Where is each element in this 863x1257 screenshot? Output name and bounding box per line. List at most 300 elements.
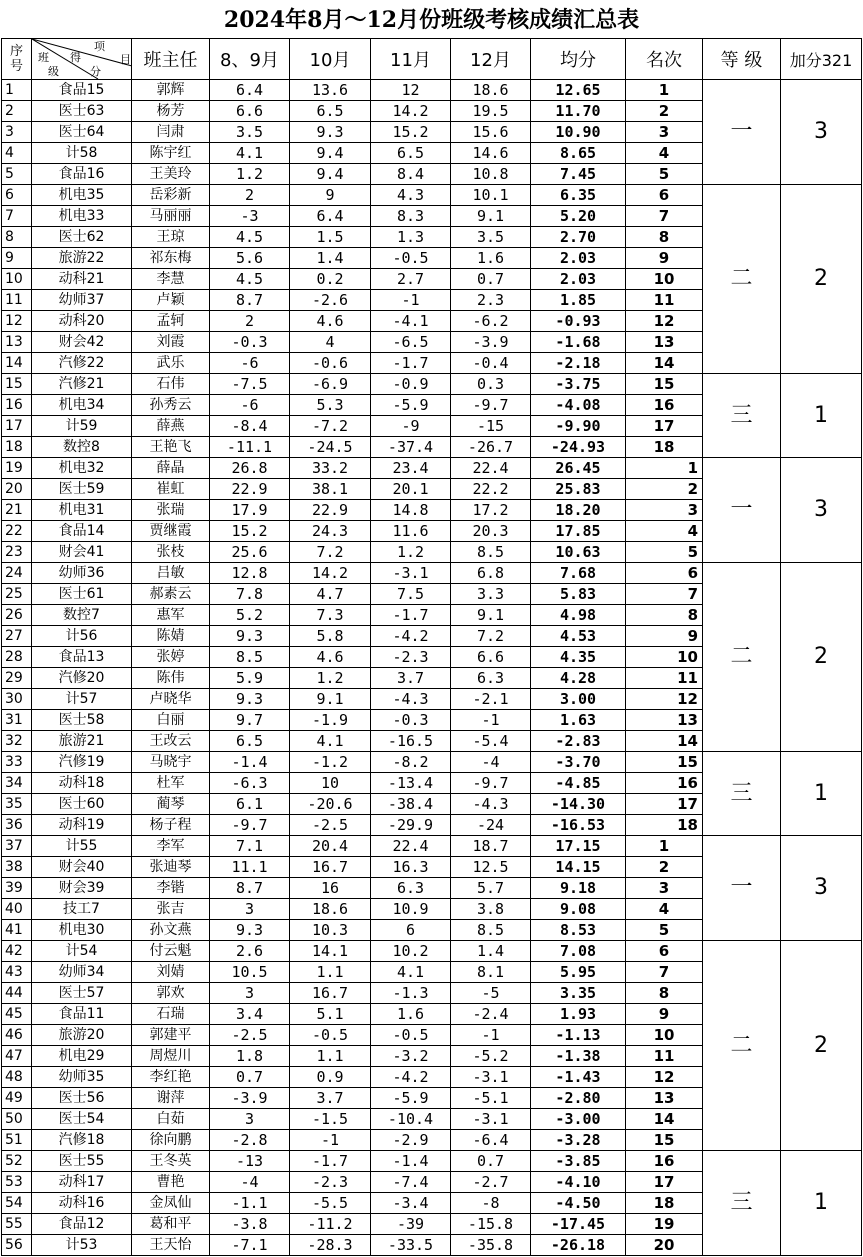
row-average: 4.35 xyxy=(531,647,626,668)
row-score-m12: 19.5 xyxy=(451,101,531,122)
row-rank: 4 xyxy=(626,899,703,920)
row-score-m11: 3.7 xyxy=(371,668,451,689)
row-average: -1.13 xyxy=(531,1025,626,1046)
row-rank: 16 xyxy=(626,773,703,794)
row-seq: 6 xyxy=(2,185,32,206)
row-score-m89: 6.4 xyxy=(210,80,290,101)
row-rank: 2 xyxy=(626,479,703,500)
row-class: 机电29 xyxy=(32,1046,132,1067)
row-average: 4.28 xyxy=(531,668,626,689)
group-grade: 一 xyxy=(703,80,781,185)
row-seq: 20 xyxy=(2,479,32,500)
row-score-m10: -6.9 xyxy=(290,374,371,395)
row-class: 动科16 xyxy=(32,1193,132,1214)
row-average: -1.38 xyxy=(531,1046,626,1067)
row-seq: 46 xyxy=(2,1025,32,1046)
row-rank: 19 xyxy=(626,1214,703,1235)
row-average: 10.63 xyxy=(531,542,626,563)
row-teacher: 卢晓华 xyxy=(132,689,210,710)
row-score-m10: -11.2 xyxy=(290,1214,371,1235)
row-score-m89: 3.4 xyxy=(210,1004,290,1025)
row-score-m10: 9.4 xyxy=(290,164,371,185)
row-average: -2.80 xyxy=(531,1088,626,1109)
row-score-m12: 3.5 xyxy=(451,227,531,248)
row-class: 机电35 xyxy=(32,185,132,206)
row-score-m12: 3.8 xyxy=(451,899,531,920)
row-average: 8.65 xyxy=(531,143,626,164)
row-score-m10: -2.3 xyxy=(290,1172,371,1193)
row-seq: 11 xyxy=(2,290,32,311)
row-rank: 12 xyxy=(626,1067,703,1088)
row-average: 11.70 xyxy=(531,101,626,122)
row-class: 汽修19 xyxy=(32,752,132,773)
row-average: 3.35 xyxy=(531,983,626,1004)
row-score-m10: 16.7 xyxy=(290,857,371,878)
row-score-m11: -16.5 xyxy=(371,731,451,752)
row-score-m11: -0.3 xyxy=(371,710,451,731)
row-score-m11: -8.2 xyxy=(371,752,451,773)
row-score-m10: 3.7 xyxy=(290,1088,371,1109)
row-score-m12: 10.1 xyxy=(451,185,531,206)
row-score-m11: -1.3 xyxy=(371,983,451,1004)
row-rank: 16 xyxy=(626,395,703,416)
row-score-m89: -3.9 xyxy=(210,1088,290,1109)
row-average: -9.90 xyxy=(531,416,626,437)
row-score-m11: -37.4 xyxy=(371,437,451,458)
row-rank: 17 xyxy=(626,1172,703,1193)
row-score-m12: -8 xyxy=(451,1193,531,1214)
row-score-m89: 12.8 xyxy=(210,563,290,584)
row-score-m89: -7.5 xyxy=(210,374,290,395)
row-class: 计58 xyxy=(32,143,132,164)
row-average: 25.83 xyxy=(531,479,626,500)
row-score-m11: -33.5 xyxy=(371,1235,451,1256)
row-score-m11: -0.5 xyxy=(371,1025,451,1046)
row-score-m10: -1.7 xyxy=(290,1151,371,1172)
row-score-m89: -3.8 xyxy=(210,1214,290,1235)
row-score-m11: -0.5 xyxy=(371,248,451,269)
row-score-m10: 5.1 xyxy=(290,1004,371,1025)
row-teacher: 蔺琴 xyxy=(132,794,210,815)
table-row xyxy=(2,563,862,584)
row-teacher: 陈宇红 xyxy=(132,143,210,164)
row-score-m11: -7.4 xyxy=(371,1172,451,1193)
row-class: 食品16 xyxy=(32,164,132,185)
row-teacher: 王冬英 xyxy=(132,1151,210,1172)
group-bonus: 1 xyxy=(781,752,862,836)
row-teacher: 王艳飞 xyxy=(132,437,210,458)
row-score-m10: 4 xyxy=(290,332,371,353)
row-class: 幼师37 xyxy=(32,290,132,311)
row-score-m10: 5.8 xyxy=(290,626,371,647)
row-rank: 13 xyxy=(626,1088,703,1109)
row-score-m10: 24.3 xyxy=(290,521,371,542)
row-class: 医士54 xyxy=(32,1109,132,1130)
row-average: 5.95 xyxy=(531,962,626,983)
row-score-m10: -1.9 xyxy=(290,710,371,731)
row-class: 机电31 xyxy=(32,500,132,521)
row-score-m89: 9.3 xyxy=(210,920,290,941)
row-score-m12: -5.1 xyxy=(451,1088,531,1109)
row-score-m10: 0.9 xyxy=(290,1067,371,1088)
row-score-m12: -5 xyxy=(451,983,531,1004)
row-average: 1.63 xyxy=(531,710,626,731)
row-score-m10: 1.2 xyxy=(290,668,371,689)
row-rank: 4 xyxy=(626,143,703,164)
row-average: 9.18 xyxy=(531,878,626,899)
row-score-m12: -5.2 xyxy=(451,1046,531,1067)
row-rank: 1 xyxy=(626,458,703,479)
row-seq: 4 xyxy=(2,143,32,164)
row-seq: 18 xyxy=(2,437,32,458)
row-teacher: 周煜川 xyxy=(132,1046,210,1067)
row-score-m11: -3.4 xyxy=(371,1193,451,1214)
row-seq: 42 xyxy=(2,941,32,962)
row-class: 计53 xyxy=(32,1235,132,1256)
row-class: 财会40 xyxy=(32,857,132,878)
row-teacher: 张瑞 xyxy=(132,500,210,521)
row-average: -16.53 xyxy=(531,815,626,836)
row-score-m11: -1.4 xyxy=(371,1151,451,1172)
row-seq: 16 xyxy=(2,395,32,416)
row-average: 5.20 xyxy=(531,206,626,227)
row-seq: 53 xyxy=(2,1172,32,1193)
row-teacher: 马丽丽 xyxy=(132,206,210,227)
row-score-m11: 6 xyxy=(371,920,451,941)
row-class: 动科19 xyxy=(32,815,132,836)
row-seq: 12 xyxy=(2,311,32,332)
row-score-m11: -3.1 xyxy=(371,563,451,584)
group-grade: 二 xyxy=(703,185,781,374)
row-class: 动科21 xyxy=(32,269,132,290)
row-teacher: 郝素云 xyxy=(132,584,210,605)
row-seq: 44 xyxy=(2,983,32,1004)
header-bonus: 加分321 xyxy=(781,39,862,80)
row-rank: 11 xyxy=(626,290,703,311)
row-seq: 2 xyxy=(2,101,32,122)
row-teacher: 张吉 xyxy=(132,899,210,920)
row-class: 医士56 xyxy=(32,1088,132,1109)
row-class: 技工7 xyxy=(32,899,132,920)
row-score-m11: 20.1 xyxy=(371,479,451,500)
row-score-m89: 2 xyxy=(210,311,290,332)
row-class: 机电33 xyxy=(32,206,132,227)
row-teacher: 石瑞 xyxy=(132,1004,210,1025)
row-class: 数控7 xyxy=(32,605,132,626)
row-score-m12: 9.1 xyxy=(451,206,531,227)
row-score-m11: 8.3 xyxy=(371,206,451,227)
row-score-m11: -38.4 xyxy=(371,794,451,815)
row-score-m89: 10.5 xyxy=(210,962,290,983)
row-average: 7.68 xyxy=(531,563,626,584)
row-score-m10: 4.6 xyxy=(290,647,371,668)
row-class: 汽修21 xyxy=(32,374,132,395)
row-score-m89: 1.8 xyxy=(210,1046,290,1067)
diag-label-ji: 级 xyxy=(48,65,59,78)
row-teacher: 惠军 xyxy=(132,605,210,626)
row-score-m11: 2.7 xyxy=(371,269,451,290)
row-score-m12: 6.3 xyxy=(451,668,531,689)
row-teacher: 王美玲 xyxy=(132,164,210,185)
row-score-m12: 8.5 xyxy=(451,920,531,941)
row-score-m12: -2.4 xyxy=(451,1004,531,1025)
row-score-m10: -5.5 xyxy=(290,1193,371,1214)
row-average: 7.45 xyxy=(531,164,626,185)
row-seq: 50 xyxy=(2,1109,32,1130)
row-score-m12: -9.7 xyxy=(451,773,531,794)
row-average: -1.43 xyxy=(531,1067,626,1088)
row-class: 动科18 xyxy=(32,773,132,794)
row-score-m10: -2.5 xyxy=(290,815,371,836)
row-score-m12: 5.7 xyxy=(451,878,531,899)
row-seq: 7 xyxy=(2,206,32,227)
row-score-m89: 4.5 xyxy=(210,227,290,248)
row-score-m89: 4.1 xyxy=(210,143,290,164)
row-score-m11: -6.5 xyxy=(371,332,451,353)
row-seq: 17 xyxy=(2,416,32,437)
row-class: 医士64 xyxy=(32,122,132,143)
row-class: 旅游22 xyxy=(32,248,132,269)
row-seq: 56 xyxy=(2,1235,32,1256)
row-rank: 5 xyxy=(626,920,703,941)
row-score-m89: 9.3 xyxy=(210,689,290,710)
row-teacher: 薛燕 xyxy=(132,416,210,437)
row-teacher: 马晓宇 xyxy=(132,752,210,773)
header-diagonal xyxy=(32,39,132,80)
row-score-m12: -4 xyxy=(451,752,531,773)
row-seq: 52 xyxy=(2,1151,32,1172)
row-average: 1.93 xyxy=(531,1004,626,1025)
row-average: -3.70 xyxy=(531,752,626,773)
row-rank: 7 xyxy=(626,584,703,605)
row-score-m10: 20.4 xyxy=(290,836,371,857)
header-m89: 8、9月 xyxy=(210,39,290,80)
row-seq: 49 xyxy=(2,1088,32,1109)
group-grade: 三 xyxy=(703,752,781,836)
row-score-m10: 1.1 xyxy=(290,962,371,983)
row-class: 汽修20 xyxy=(32,668,132,689)
row-score-m10: 33.2 xyxy=(290,458,371,479)
row-score-m11: 8.4 xyxy=(371,164,451,185)
row-score-m12: 3.3 xyxy=(451,584,531,605)
row-class: 计54 xyxy=(32,941,132,962)
row-seq: 39 xyxy=(2,878,32,899)
row-average: 18.20 xyxy=(531,500,626,521)
row-teacher: 吕敏 xyxy=(132,563,210,584)
row-score-m10: 9.4 xyxy=(290,143,371,164)
row-score-m89: -2.5 xyxy=(210,1025,290,1046)
row-score-m12: -24 xyxy=(451,815,531,836)
row-seq: 55 xyxy=(2,1214,32,1235)
row-seq: 34 xyxy=(2,773,32,794)
table-row xyxy=(2,80,862,101)
row-class: 机电32 xyxy=(32,458,132,479)
row-score-m12: 18.7 xyxy=(451,836,531,857)
row-average: -3.28 xyxy=(531,1130,626,1151)
row-teacher: 武乐 xyxy=(132,353,210,374)
row-class: 旅游21 xyxy=(32,731,132,752)
row-seq: 10 xyxy=(2,269,32,290)
row-score-m10: -1.5 xyxy=(290,1109,371,1130)
row-score-m11: 23.4 xyxy=(371,458,451,479)
row-rank: 18 xyxy=(626,437,703,458)
row-rank: 13 xyxy=(626,710,703,731)
row-teacher: 刘霞 xyxy=(132,332,210,353)
row-seq: 37 xyxy=(2,836,32,857)
group-bonus: 2 xyxy=(781,941,862,1151)
row-score-m89: 11.1 xyxy=(210,857,290,878)
diag-label-fen: 分 xyxy=(90,65,101,78)
row-score-m11: -2.3 xyxy=(371,647,451,668)
row-score-m10: 16 xyxy=(290,878,371,899)
row-score-m10: 14.2 xyxy=(290,563,371,584)
row-score-m10: 1.5 xyxy=(290,227,371,248)
row-score-m89: 22.9 xyxy=(210,479,290,500)
row-class: 医士60 xyxy=(32,794,132,815)
row-teacher: 石伟 xyxy=(132,374,210,395)
row-class: 医士62 xyxy=(32,227,132,248)
row-score-m12: 0.7 xyxy=(451,269,531,290)
row-teacher: 岳彩新 xyxy=(132,185,210,206)
row-score-m89: 15.2 xyxy=(210,521,290,542)
row-score-m10: 1.4 xyxy=(290,248,371,269)
row-score-m12: -35.8 xyxy=(451,1235,531,1256)
row-rank: 9 xyxy=(626,626,703,647)
row-seq: 36 xyxy=(2,815,32,836)
row-score-m12: -3.1 xyxy=(451,1109,531,1130)
row-average: 14.15 xyxy=(531,857,626,878)
row-score-m12: -6.2 xyxy=(451,311,531,332)
row-rank: 12 xyxy=(626,689,703,710)
row-teacher: 薛晶 xyxy=(132,458,210,479)
row-score-m10: -2.6 xyxy=(290,290,371,311)
row-score-m89: -3 xyxy=(210,206,290,227)
row-average: 26.45 xyxy=(531,458,626,479)
row-rank: 18 xyxy=(626,1193,703,1214)
row-rank: 3 xyxy=(626,500,703,521)
row-score-m89: -7.1 xyxy=(210,1235,290,1256)
row-rank: 14 xyxy=(626,353,703,374)
row-teacher: 郭辉 xyxy=(132,80,210,101)
row-teacher: 祁东梅 xyxy=(132,248,210,269)
row-score-m10: 7.2 xyxy=(290,542,371,563)
row-score-m10: 4.1 xyxy=(290,731,371,752)
row-class: 医士59 xyxy=(32,479,132,500)
row-score-m11: -0.9 xyxy=(371,374,451,395)
row-score-m89: 6.6 xyxy=(210,101,290,122)
header-m10: 10月 xyxy=(290,39,371,80)
row-score-m12: 8.1 xyxy=(451,962,531,983)
row-score-m10: -24.5 xyxy=(290,437,371,458)
row-average: -3.00 xyxy=(531,1109,626,1130)
row-score-m12: 22.4 xyxy=(451,458,531,479)
row-rank: 9 xyxy=(626,1004,703,1025)
row-score-m12: -2.1 xyxy=(451,689,531,710)
diag-label-de: 得 xyxy=(70,51,81,64)
score-table xyxy=(1,38,862,1256)
row-score-m89: 1.2 xyxy=(210,164,290,185)
row-score-m10: 10 xyxy=(290,773,371,794)
row-class: 财会39 xyxy=(32,878,132,899)
row-class: 财会42 xyxy=(32,332,132,353)
row-class: 医士63 xyxy=(32,101,132,122)
row-class: 医士55 xyxy=(32,1151,132,1172)
row-score-m11: -29.9 xyxy=(371,815,451,836)
row-score-m89: 8.7 xyxy=(210,290,290,311)
row-score-m10: -0.5 xyxy=(290,1025,371,1046)
row-score-m89: -1.1 xyxy=(210,1193,290,1214)
row-rank: 20 xyxy=(626,1235,703,1256)
row-score-m89: -9.7 xyxy=(210,815,290,836)
row-class: 计59 xyxy=(32,416,132,437)
header-seq: 序 号 xyxy=(2,39,32,80)
group-bonus: 3 xyxy=(781,80,862,185)
row-score-m89: -1.4 xyxy=(210,752,290,773)
row-teacher: 孙秀云 xyxy=(132,395,210,416)
row-teacher: 孟轲 xyxy=(132,311,210,332)
row-seq: 5 xyxy=(2,164,32,185)
row-class: 食品15 xyxy=(32,80,132,101)
header-avg: 均分 xyxy=(531,39,626,80)
row-rank: 14 xyxy=(626,731,703,752)
row-teacher: 孙文燕 xyxy=(132,920,210,941)
row-score-m12: 6.8 xyxy=(451,563,531,584)
row-class: 机电34 xyxy=(32,395,132,416)
row-score-m89: 3 xyxy=(210,899,290,920)
header-row xyxy=(2,39,862,80)
row-class: 计57 xyxy=(32,689,132,710)
row-seq: 27 xyxy=(2,626,32,647)
row-class: 动科20 xyxy=(32,311,132,332)
row-rank: 10 xyxy=(626,647,703,668)
row-seq: 45 xyxy=(2,1004,32,1025)
row-score-m12: -4.3 xyxy=(451,794,531,815)
row-rank: 11 xyxy=(626,1046,703,1067)
row-score-m12: 0.7 xyxy=(451,1151,531,1172)
diag-label-ban: 班 xyxy=(38,51,49,64)
group-bonus: 3 xyxy=(781,458,862,563)
row-teacher: 张枝 xyxy=(132,542,210,563)
row-score-m12: -1 xyxy=(451,1025,531,1046)
row-score-m11: -1.7 xyxy=(371,353,451,374)
row-score-m10: 9 xyxy=(290,185,371,206)
row-seq: 24 xyxy=(2,563,32,584)
row-score-m11: -4.3 xyxy=(371,689,451,710)
row-score-m11: -1 xyxy=(371,290,451,311)
row-score-m10: 0.2 xyxy=(290,269,371,290)
row-teacher: 张婷 xyxy=(132,647,210,668)
row-score-m11: -4.2 xyxy=(371,1067,451,1088)
row-rank: 4 xyxy=(626,521,703,542)
row-class: 汽修22 xyxy=(32,353,132,374)
row-score-m10: 5.3 xyxy=(290,395,371,416)
row-average: -2.83 xyxy=(531,731,626,752)
row-seq: 15 xyxy=(2,374,32,395)
row-score-m12: -5.4 xyxy=(451,731,531,752)
row-score-m12: 20.3 xyxy=(451,521,531,542)
row-teacher: 王改云 xyxy=(132,731,210,752)
row-score-m11: -5.9 xyxy=(371,395,451,416)
row-score-m11: -10.4 xyxy=(371,1109,451,1130)
group-bonus: 2 xyxy=(781,185,862,374)
row-score-m10: 10.3 xyxy=(290,920,371,941)
row-score-m10: -1.2 xyxy=(290,752,371,773)
row-teacher: 徐向鹏 xyxy=(132,1130,210,1151)
row-teacher: 白丽 xyxy=(132,710,210,731)
row-score-m11: 4.1 xyxy=(371,962,451,983)
row-score-m12: 10.8 xyxy=(451,164,531,185)
row-teacher: 杨芳 xyxy=(132,101,210,122)
